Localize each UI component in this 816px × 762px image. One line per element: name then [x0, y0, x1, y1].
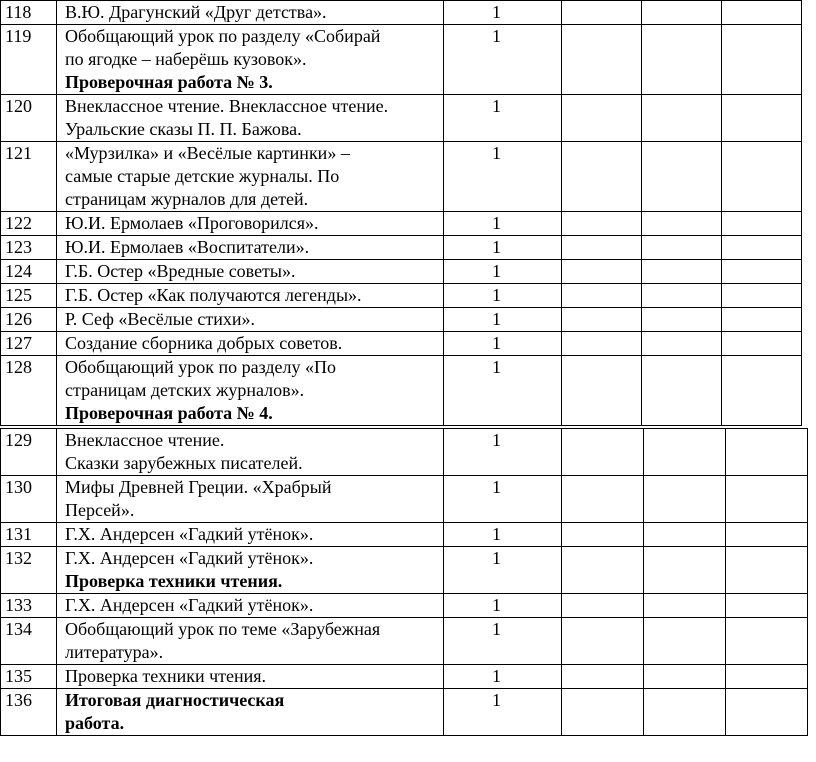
empty-cell [642, 260, 722, 284]
empty-cell [642, 236, 722, 260]
lesson-number: 122 [1, 212, 57, 236]
lesson-hours: 1 [444, 142, 562, 212]
empty-cell [644, 665, 726, 689]
empty-cell [562, 429, 644, 476]
empty-cell [562, 308, 642, 332]
empty-cell [722, 95, 802, 142]
empty-cell [722, 142, 802, 212]
lesson-topic [57, 689, 444, 736]
empty-cell [726, 594, 808, 618]
lesson-number: 131 [1, 523, 57, 547]
lesson-topic-line: Г.Х. Андерсен «Гадкий утёнок». [65, 548, 314, 568]
lesson-hours: 1 [444, 308, 562, 332]
lesson-topic-line: Обобщающий урок по теме «Зарубежная [65, 619, 381, 639]
lesson-topic-line: Уральские сказы П. П. Бажова. [65, 119, 302, 139]
lesson-topic-bold-line: работа. [65, 713, 125, 733]
lesson-topic-line: Внеклассное чтение. [65, 430, 225, 450]
lesson-topic [57, 665, 444, 689]
lesson-topic-line: Персей». [65, 500, 135, 520]
table-row [1, 689, 808, 736]
empty-cell [642, 1, 722, 25]
lesson-number: 121 [1, 142, 57, 212]
lesson-topic-line: Создание сборника добрых советов. [65, 333, 343, 353]
lesson-number: 135 [1, 665, 57, 689]
lesson-number: 128 [1, 356, 57, 426]
empty-cell [642, 212, 722, 236]
lesson-hours: 1 [444, 689, 562, 736]
lesson-topic [57, 212, 444, 236]
table-row [1, 212, 802, 236]
lesson-topic-line: Мифы Древней Греции. «Храбрый [65, 477, 332, 497]
empty-cell [562, 284, 642, 308]
empty-cell [644, 523, 726, 547]
empty-cell [642, 308, 722, 332]
empty-cell [642, 95, 722, 142]
lesson-topic [57, 332, 444, 356]
lesson-topic-line: Р. Сеф «Весёлые стихи». [65, 309, 255, 329]
lesson-topic-line: Ю.И. Ермолаев «Воспитатели». [65, 237, 310, 257]
lesson-topic-line: Ю.И. Ермолаев «Проговорился». [65, 213, 319, 233]
lesson-plan-table-part-2 [0, 428, 808, 736]
lesson-topic-line: «Мурзилка» и «Весёлые картинки» – [65, 143, 350, 163]
lesson-topic-line: Обобщающий урок по разделу «Собирай [65, 26, 381, 46]
lesson-number: 134 [1, 618, 57, 665]
table-row [1, 236, 802, 260]
table-row [1, 665, 808, 689]
lesson-number: 119 [1, 25, 57, 95]
empty-cell [562, 547, 644, 594]
empty-cell [644, 547, 726, 594]
lesson-number: 118 [1, 1, 57, 25]
empty-cell [722, 1, 802, 25]
empty-cell [562, 95, 642, 142]
empty-cell [644, 618, 726, 665]
empty-cell [562, 260, 642, 284]
empty-cell [562, 1, 642, 25]
lesson-topic [57, 356, 444, 426]
table-row [1, 260, 802, 284]
lesson-hours: 1 [444, 212, 562, 236]
empty-cell [562, 332, 642, 356]
lesson-topic-bold-line: Проверка техники чтения. [65, 571, 283, 591]
lesson-topic-line: Г.Х. Андерсен «Гадкий утёнок». [65, 524, 314, 544]
table-row [1, 594, 808, 618]
table-row [1, 25, 802, 95]
lesson-topic-line: Проверка техники чтения. [65, 666, 267, 686]
table-row [1, 476, 808, 523]
table-row [1, 1, 802, 25]
lesson-topic [57, 236, 444, 260]
lesson-topic-line: Г.Б. Остер «Как получаются легенды». [65, 285, 362, 305]
lesson-topic-bold-line: Проверочная работа № 4. [65, 403, 273, 423]
empty-cell [562, 142, 642, 212]
lesson-topic-line: страницам детских журналов». [65, 380, 305, 400]
lesson-hours: 1 [444, 665, 562, 689]
empty-cell [722, 308, 802, 332]
empty-cell [562, 665, 644, 689]
empty-cell [642, 284, 722, 308]
empty-cell [726, 476, 808, 523]
empty-cell [722, 284, 802, 308]
lesson-number: 132 [1, 547, 57, 594]
lesson-hours: 1 [444, 523, 562, 547]
empty-cell [726, 547, 808, 594]
lesson-topic [57, 523, 444, 547]
empty-cell [562, 689, 644, 736]
lesson-number: 126 [1, 308, 57, 332]
empty-cell [562, 356, 642, 426]
lesson-number: 125 [1, 284, 57, 308]
lesson-topic [57, 284, 444, 308]
lesson-topic-line: Сказки зарубежных писателей. [65, 453, 303, 473]
empty-cell [644, 429, 726, 476]
empty-cell [562, 618, 644, 665]
lesson-hours: 1 [444, 332, 562, 356]
empty-cell [644, 689, 726, 736]
lesson-topic-line: Г.Б. Остер «Вредные советы». [65, 261, 296, 281]
lesson-topic [57, 308, 444, 332]
lesson-number: 136 [1, 689, 57, 736]
lesson-topic-line: самые старые детские журналы. По [65, 166, 340, 186]
lesson-topic-line: по ягодке – наберёшь кузовок». [65, 49, 307, 69]
lesson-hours: 1 [444, 618, 562, 665]
empty-cell [726, 689, 808, 736]
lesson-topic [57, 1, 444, 25]
empty-cell [722, 212, 802, 236]
lesson-number: 130 [1, 476, 57, 523]
lesson-hours: 1 [444, 594, 562, 618]
empty-cell [722, 25, 802, 95]
table-row [1, 523, 808, 547]
lesson-topic-line: Внеклассное чтение. Внеклассное чтение. [65, 96, 389, 116]
lesson-number: 120 [1, 95, 57, 142]
empty-cell [726, 429, 808, 476]
lesson-topic [57, 618, 444, 665]
lesson-topic-line: Обобщающий урок по разделу «По [65, 357, 337, 377]
empty-cell [644, 594, 726, 618]
empty-cell [722, 260, 802, 284]
lesson-hours: 1 [444, 25, 562, 95]
lesson-topic-line: В.Ю. Драгунский «Друг детства». [65, 2, 327, 22]
empty-cell [562, 476, 644, 523]
empty-cell [642, 25, 722, 95]
lesson-number: 124 [1, 260, 57, 284]
lesson-topic [57, 95, 444, 142]
empty-cell [562, 236, 642, 260]
lesson-topic [57, 260, 444, 284]
empty-cell [562, 594, 644, 618]
lesson-topic [57, 25, 444, 95]
lesson-number: 129 [1, 429, 57, 476]
lesson-topic-bold-line: Итоговая диагностическая [65, 690, 285, 710]
lesson-topic [57, 429, 444, 476]
table-row [1, 547, 808, 594]
lesson-number: 127 [1, 332, 57, 356]
empty-cell [722, 236, 802, 260]
empty-cell [642, 142, 722, 212]
empty-cell [726, 665, 808, 689]
lesson-hours: 1 [444, 356, 562, 426]
lesson-topic [57, 547, 444, 594]
empty-cell [642, 332, 722, 356]
lesson-hours: 1 [444, 547, 562, 594]
lesson-hours: 1 [444, 1, 562, 25]
lesson-hours: 1 [444, 476, 562, 523]
lesson-topic [57, 142, 444, 212]
lesson-hours: 1 [444, 260, 562, 284]
lesson-topic-line: литература». [65, 642, 164, 662]
empty-cell [642, 356, 722, 426]
lesson-hours: 1 [444, 429, 562, 476]
empty-cell [726, 618, 808, 665]
empty-cell [562, 212, 642, 236]
empty-cell [562, 25, 642, 95]
lesson-number: 123 [1, 236, 57, 260]
table-row [1, 356, 802, 426]
lesson-number: 133 [1, 594, 57, 618]
table-row [1, 95, 802, 142]
lesson-topic-line: страницам журналов для детей. [65, 189, 309, 209]
table-row [1, 142, 802, 212]
empty-cell [644, 476, 726, 523]
lesson-topic-line: Г.Х. Андерсен «Гадкий утёнок». [65, 595, 314, 615]
table-row [1, 332, 802, 356]
lesson-topic [57, 476, 444, 523]
empty-cell [562, 523, 644, 547]
table-row [1, 284, 802, 308]
empty-cell [722, 356, 802, 426]
empty-cell [726, 523, 808, 547]
table-row [1, 308, 802, 332]
lesson-hours: 1 [444, 95, 562, 142]
lesson-topic [57, 594, 444, 618]
lesson-topic-bold-line: Проверочная работа № 3. [65, 72, 273, 92]
table-row [1, 618, 808, 665]
lesson-hours: 1 [444, 284, 562, 308]
empty-cell [722, 332, 802, 356]
table-row [1, 429, 808, 476]
lesson-hours: 1 [444, 236, 562, 260]
